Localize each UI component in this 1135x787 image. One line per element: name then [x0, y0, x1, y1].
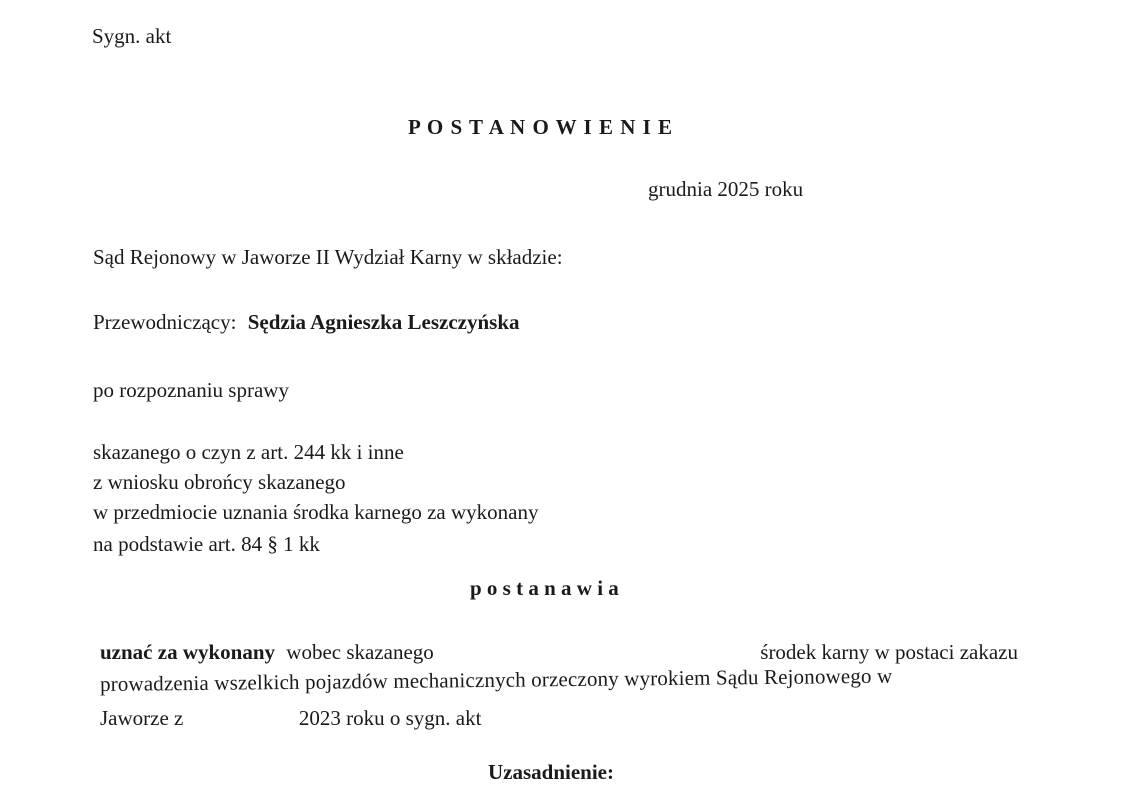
ruling-line-3 — [100, 706, 481, 730]
ruling-text: wobec skazanego — [286, 640, 434, 664]
document-title: P O S T A N O W I E N I E — [408, 115, 674, 139]
ruling-bold-phrase: uznać za wykonany — [100, 640, 276, 664]
decision-heading: p o s t a n a w i a — [470, 576, 619, 600]
ruling-text: Jaworze z — [100, 706, 184, 730]
case-signature-label: Sygn. akt — [92, 24, 172, 48]
ruling-line-2: prowadzenia wszelkich pojazdów mechanicznych orzeczony wyrokiem Sądu Rejonowego w — [99, 663, 893, 696]
court-composition: Sąd Rejonowy w Jaworze II Wydział Karny w składzie: — [93, 245, 563, 269]
justification-heading: Uzasadnienie: — [488, 760, 614, 784]
presiding-judge: Sędzia Agnieszka Leszczyńska — [247, 310, 520, 334]
case-detail-line: na podstawie art. 84 § 1 kk — [93, 532, 320, 556]
case-intro: po rozpoznaniu sprawy — [93, 378, 289, 402]
case-detail-line: w przedmiocie uznania środka karnego za wykonany — [93, 500, 539, 524]
presiding-line — [93, 310, 520, 334]
presiding-label: Przewodniczący: — [93, 310, 237, 334]
document-date: grudnia 2025 roku — [648, 177, 804, 201]
ruling-text: 2023 roku o sygn. akt — [298, 706, 482, 730]
ruling-line-1 — [100, 640, 1018, 664]
case-detail-line: skazanego o czyn z art. 244 kk i inne — [93, 440, 404, 464]
case-detail-line: z wniosku obrońcy skazanego — [93, 470, 346, 494]
ruling-text: środek karny w postaci zakazu — [760, 640, 1018, 664]
